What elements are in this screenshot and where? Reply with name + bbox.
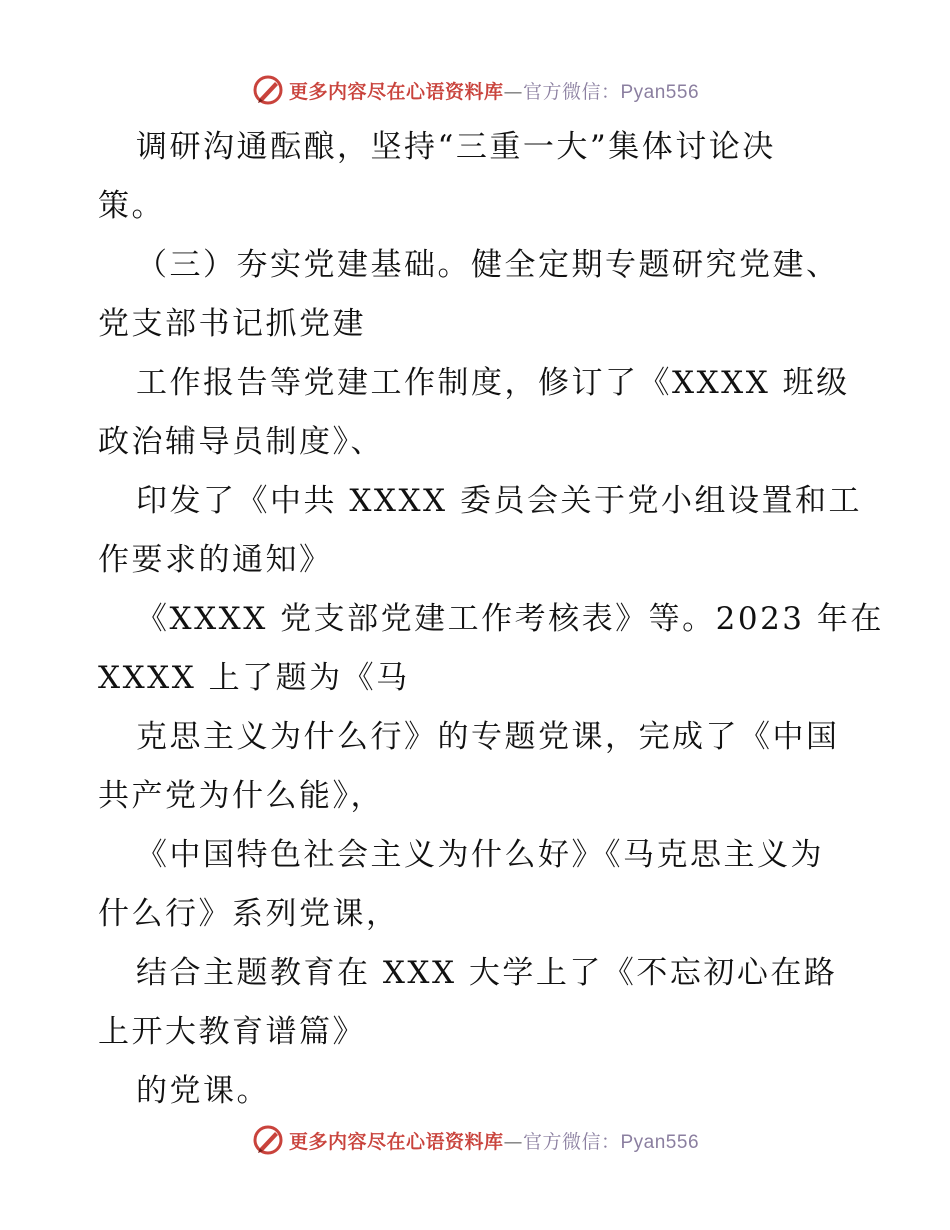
- watermark-wechat-label: 官方微信：: [522, 1130, 621, 1153]
- body-line: 政治辅导员制度》、: [98, 424, 384, 460]
- body-line: 策。: [98, 188, 165, 224]
- body-line: 作要求的通知》: [98, 542, 333, 578]
- body-line: 《XXXX 党支部党建工作考核表》等。2023 年在: [136, 601, 884, 637]
- body-line: 上开大教育谱篇》: [98, 1014, 366, 1050]
- body-line: 什么行》系列党课，: [98, 896, 400, 932]
- watermark-separator: —: [503, 80, 523, 103]
- body-line: 党支部书记抓党建: [98, 306, 366, 342]
- body-line: 结合主题教育在 XXX 大学上了《不忘初心在路: [136, 955, 838, 991]
- body-line: XXXX 上了题为《马: [98, 660, 410, 696]
- footer-watermark: [0, 1120, 950, 1160]
- watermark-wechat-id: Pyan556: [620, 81, 700, 103]
- watermark-main-text: 更多内容尽在心语资料库: [288, 80, 504, 103]
- body-line: （三）夯实党建基础。健全定期专题研究党建、: [136, 247, 840, 283]
- body-line: 工作报告等党建工作制度，修订了《XXXX 班级: [136, 365, 850, 401]
- watermark-wechat-id: Pyan556: [620, 1131, 700, 1153]
- body-line: 印发了《中共 XXXX 委员会关于党小组设置和工: [136, 483, 862, 519]
- body-line: 克思主义为什么行》的专题党课，完成了《中国: [136, 719, 840, 755]
- body-line: 调研沟通酝酿，坚持“三重一大”集体讨论决: [136, 129, 776, 165]
- pen-logo-icon: [251, 1123, 285, 1157]
- watermark-separator: —: [503, 1130, 523, 1153]
- body-line: 《中国特色社会主义为什么好》《马克思主义为: [136, 837, 824, 873]
- body-line: 的党课。: [136, 1073, 270, 1109]
- watermark-main-text: 更多内容尽在心语资料库: [288, 1130, 504, 1153]
- watermark-wechat-label: 官方微信：: [522, 80, 621, 103]
- body-line: 共产党为什么能》，: [98, 778, 384, 814]
